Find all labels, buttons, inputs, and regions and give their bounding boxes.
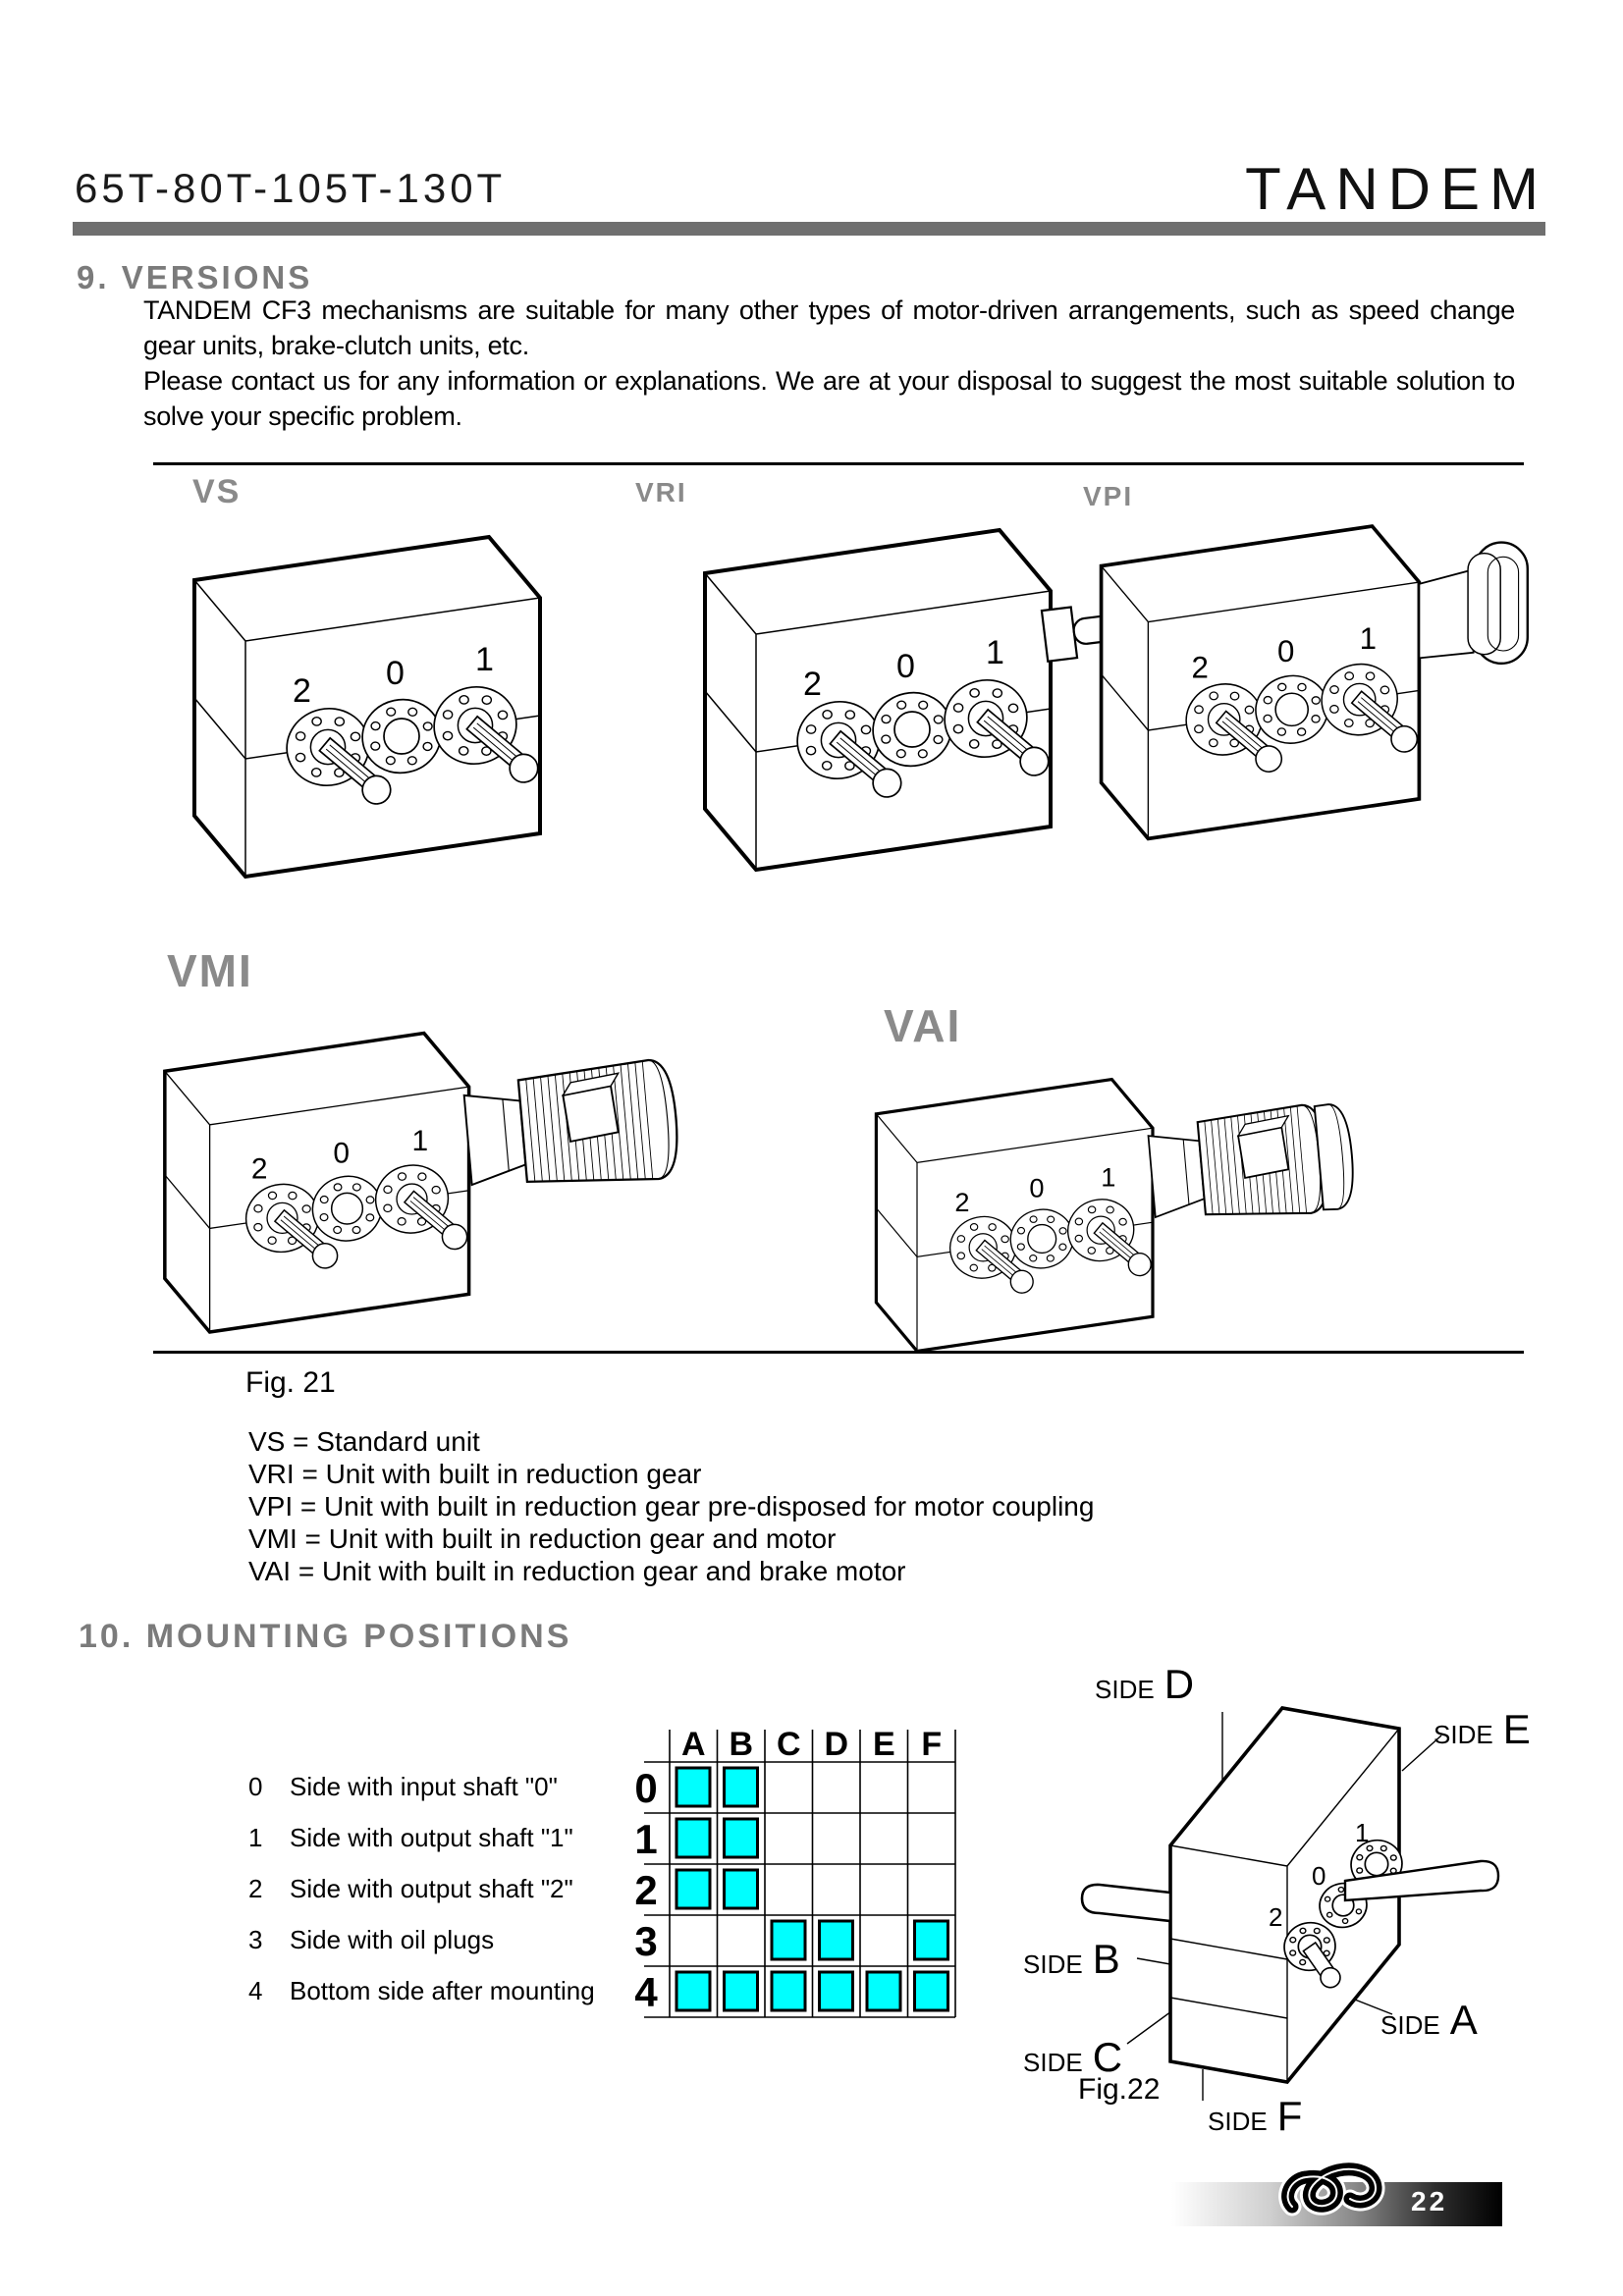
side-label-f: SIDE F <box>1208 2093 1303 2139</box>
svg-text:1: 1 <box>1101 1161 1116 1193</box>
svg-text:0: 0 <box>386 655 405 692</box>
svg-text:0: 0 <box>333 1137 351 1170</box>
vai-unit-drawing <box>862 1070 1380 1405</box>
fig22-caption: Fig.22 <box>1078 2073 1161 2106</box>
variant-label-vri: VRI <box>635 477 687 507</box>
svg-text:4: 4 <box>634 1969 658 2015</box>
figure21-top-rule <box>153 462 1524 465</box>
brand-knot-logo <box>1276 2154 1394 2235</box>
mounting-legend-item-3: 3 Side with oil plugs <box>248 1925 495 1954</box>
side-label-c: SIDE C <box>1023 2034 1123 2080</box>
model-title: 65T-80T-105T-130T <box>75 165 507 211</box>
side-label-d: SIDE D <box>1095 1661 1195 1707</box>
legend-line-vs: VS = Standard unit <box>248 1426 480 1457</box>
header-rule <box>73 222 1545 236</box>
mounting-positions-table <box>617 1712 970 2041</box>
svg-text:2: 2 <box>803 666 822 703</box>
figure21-caption: Fig. 21 <box>245 1366 336 1399</box>
side-label-e: SIDE E <box>1434 1706 1531 1752</box>
svg-text:E: E <box>872 1726 895 1763</box>
variant-label-vmi: VMI <box>167 945 253 996</box>
mounting-legend-item-4: 4 Bottom side after mounting <box>248 1976 595 2005</box>
svg-text:2: 2 <box>1191 650 1209 685</box>
svg-text:C: C <box>777 1726 801 1763</box>
svg-text:1: 1 <box>1355 1818 1370 1847</box>
svg-text:0: 0 <box>634 1765 658 1811</box>
brand-wordmark: TANDEM <box>1245 156 1548 222</box>
legend-line-vpi: VPI = Unit with built in reduction gear pre-disposed for motor coupling <box>248 1491 1095 1522</box>
svg-text:1: 1 <box>475 641 494 678</box>
svg-text:2: 2 <box>634 1867 658 1913</box>
mounting-legend-item-0: 0 Side with input shaft "0" <box>248 1772 558 1801</box>
side-label-b: SIDE B <box>1023 1936 1120 1982</box>
svg-text:1: 1 <box>411 1125 429 1158</box>
variant-label-vai: VAI <box>884 1000 962 1051</box>
svg-text:F: F <box>921 1726 943 1763</box>
svg-text:1: 1 <box>1359 621 1378 657</box>
legend-line-vmi: VMI = Unit with built in reduction gear and motor <box>248 1523 837 1554</box>
svg-text:0: 0 <box>896 648 915 685</box>
vmi-unit-drawing <box>149 1023 720 1391</box>
svg-text:0: 0 <box>1276 634 1295 669</box>
section9-paragraph-2: Please contact us for any information or explanations. We are at your disposal to suggest the most suitable solution to solve your specific problem. <box>143 366 1515 431</box>
mounting-legend-item-1: 1 Side with output shaft "1" <box>248 1823 573 1852</box>
mounting-legend-item-2: 2 Side with output shaft "2" <box>248 1874 573 1903</box>
svg-text:0: 0 <box>1029 1172 1045 1203</box>
section9-body <box>143 293 1515 434</box>
svg-text:0: 0 <box>1312 1861 1326 1891</box>
svg-text:D: D <box>824 1726 849 1763</box>
variant-label-vpi: VPI <box>1083 481 1134 511</box>
page-number: 22 <box>1411 2186 1448 2216</box>
section10-title: 10. MOUNTING POSITIONS <box>79 1618 572 1655</box>
section9-title: 9. VERSIONS <box>77 259 313 295</box>
svg-text:2: 2 <box>954 1187 970 1217</box>
legend-line-vri: VRI = Unit with built in reduction gear <box>248 1459 702 1489</box>
svg-text:3: 3 <box>634 1918 658 1964</box>
svg-text:1: 1 <box>634 1816 658 1862</box>
svg-text:2: 2 <box>1269 1902 1283 1932</box>
legend-line-vai: VAI = Unit with built in reduction gear and brake motor <box>248 1556 906 1586</box>
svg-text:2: 2 <box>293 672 311 710</box>
variant-label-vs: VS <box>192 473 242 510</box>
figure21-legend <box>248 1425 1094 1587</box>
side-label-a: SIDE A <box>1380 1997 1478 2043</box>
svg-text:B: B <box>729 1726 754 1763</box>
section9-paragraph-1: TANDEM CF3 mechanisms are suitable for many other types of motor-driven arrangements, such as speed change gear units, brake-clutch units, etc. <box>143 295 1515 360</box>
svg-text:1: 1 <box>986 634 1004 671</box>
svg-text:2: 2 <box>250 1152 268 1186</box>
vpi-unit-drawing <box>1085 515 1623 899</box>
svg-text:A: A <box>681 1726 706 1763</box>
